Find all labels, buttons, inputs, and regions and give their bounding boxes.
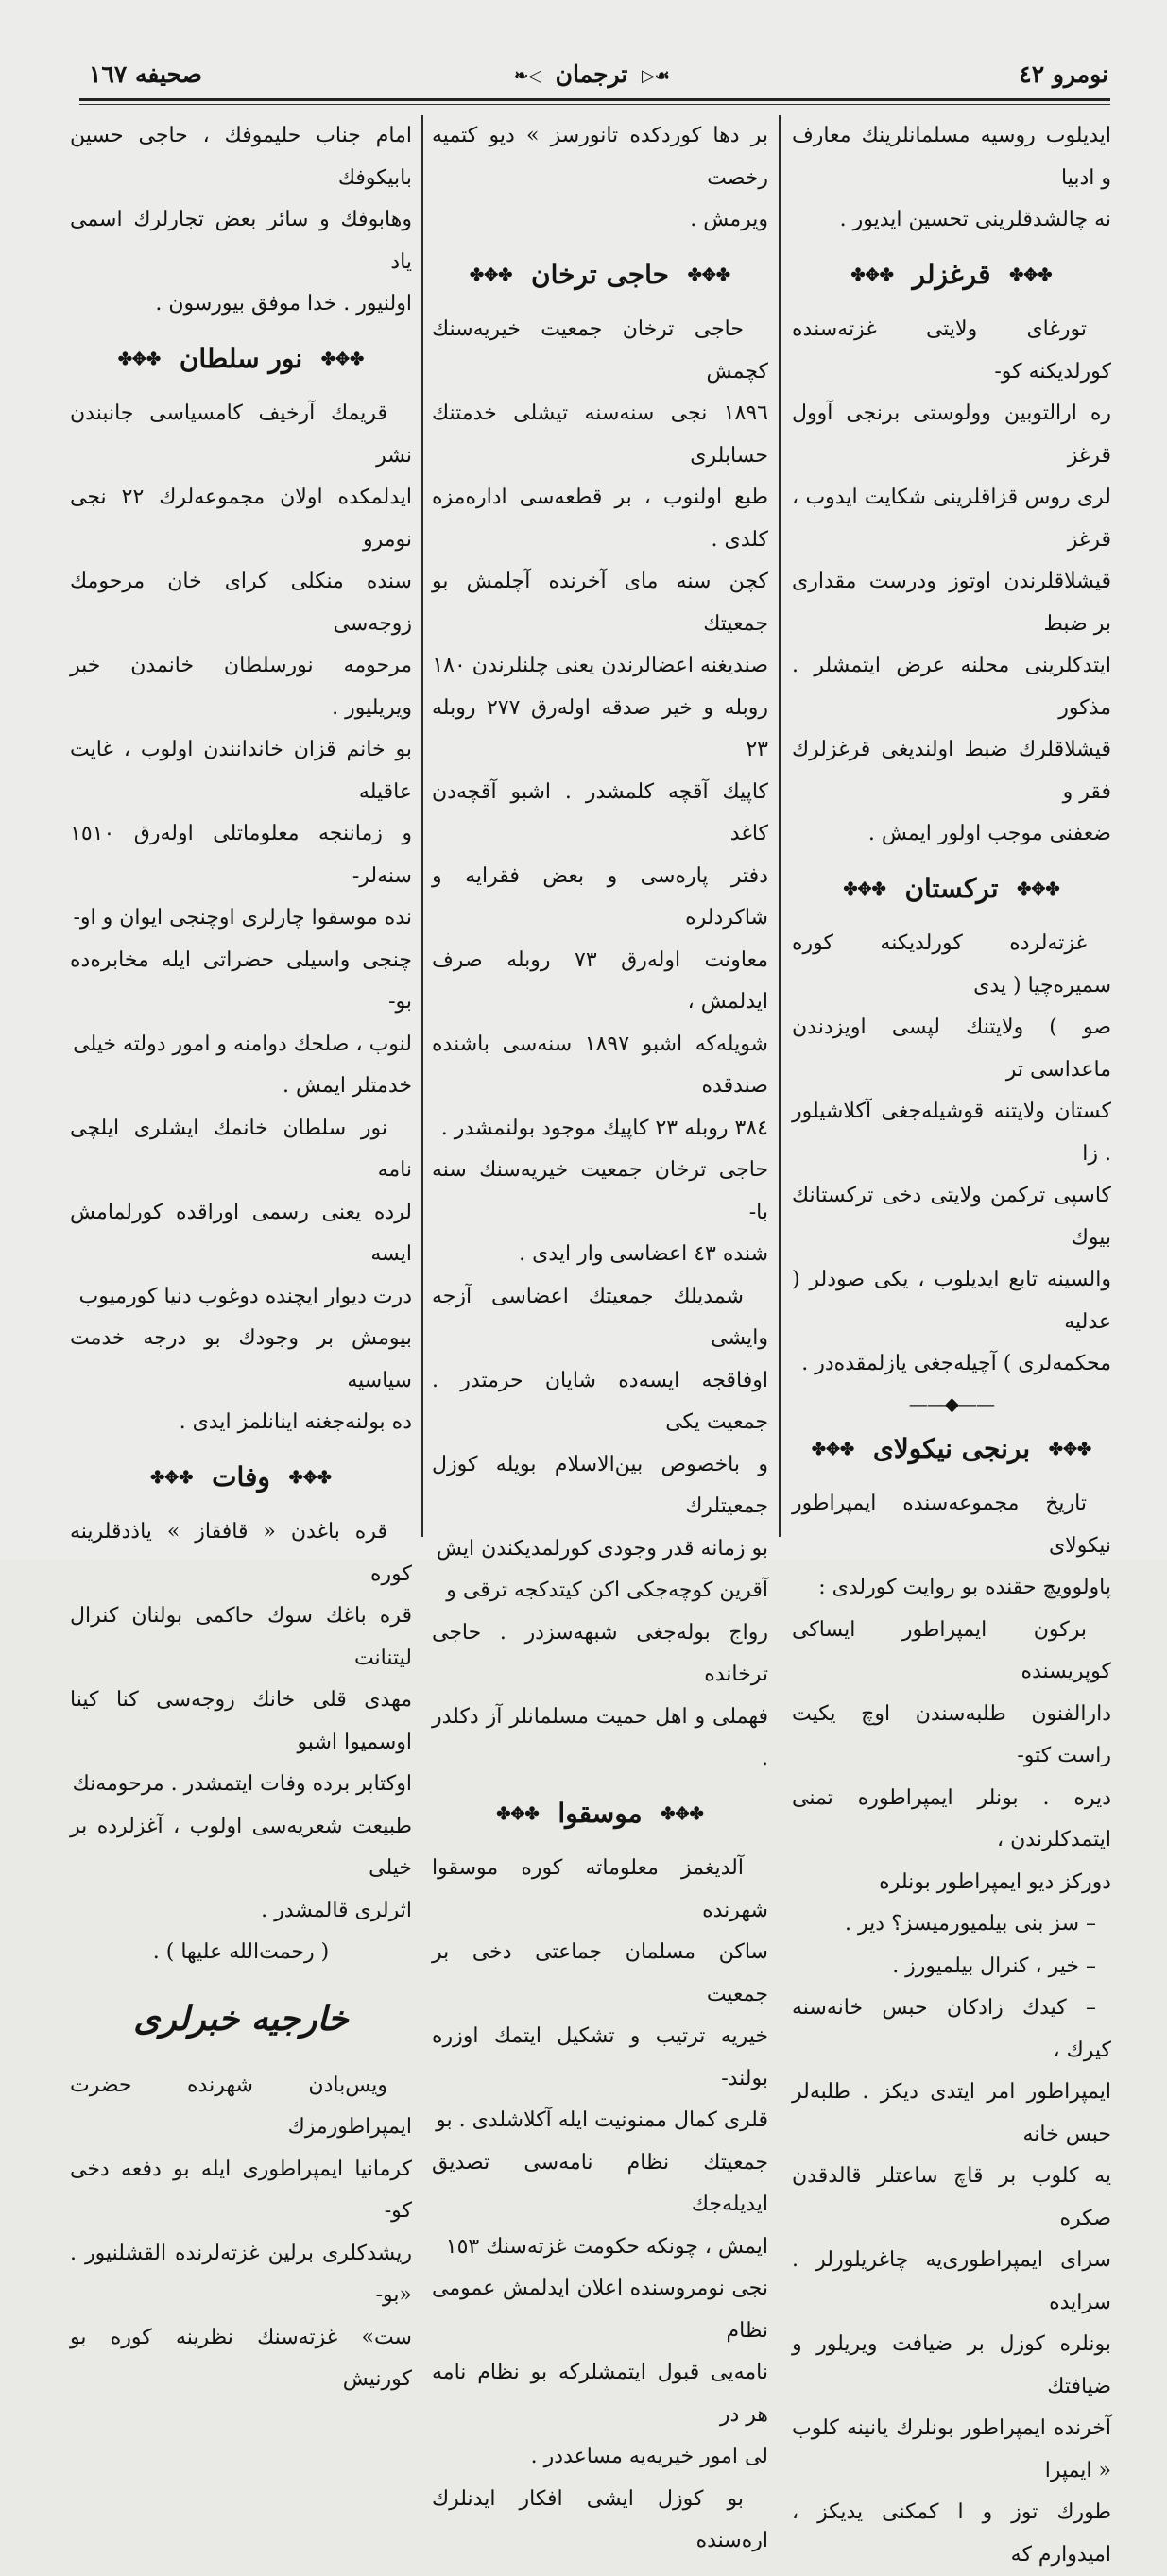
text-line: ره ارالتوبين وولوستى برنجى آوول قرغز [792,401,1111,468]
text-line: اولنيور . خدا موفق بيورسون . [155,292,412,316]
text-line: بركون ايمپراطور ايساكى كوپريسنده [792,1617,1111,1683]
section-title: تركستان [904,872,999,904]
section-title: نور سلطان [179,342,303,374]
section-heading [792,865,1111,914]
ornament-icon: ✤✥✤ [661,1804,704,1824]
ornament-icon: ✤✥✤ [470,265,513,285]
text-line: سراى ايمپراطورى‌يه چاغريلورلر . سرايده [792,2248,1111,2314]
text-line: ايتدكلرينى محلنه عرض ايتمشلر . مذكور [792,654,1111,720]
closing-prayer: ( رحمت‌الله عليها ) . [152,1940,330,1964]
text-line: كستان ولايتنه قوشيله‌جغى آكلاشيلور . زا [792,1100,1111,1166]
text-line: والسينه تابع ايديلوب ، يكى صودلر ( عدليه [792,1268,1111,1334]
text-line: كاسپى تركمن ولايتى دخى تركستانك بيوك [792,1184,1111,1250]
text-line: محكمه‌لرى ) آچيله‌جغى يازلمقده‌در . [801,1352,1111,1375]
section-title: موسقوا [558,1797,643,1829]
ornament-icon: ✤✥✤ [850,265,894,285]
text-line: نور سلطان خانمك ايشلرى ايلچى نامه [70,1116,412,1182]
section-heading-calligraphy: خارجيه خبرلرى [133,1998,349,2039]
text-line: صندیغنه اعضالرندن يعنى چلنلرندن ١٨٠ [432,654,768,677]
text-line: درت ديوار ايچنده دوغوب دنيا كورميوب [78,1284,412,1308]
ornament-icon: ✤✥✤ [150,1468,194,1488]
text-line: ١٨٩٦ نجى سنه‌سنه تيشلى خدمتنك حسابلرى [432,401,768,468]
text-line: مرحومه نورسلطان خانمدن خبر ويريليور . [70,654,412,720]
text-line: فهملى و اهل حميت مسلمانلر آز دكلدر . [432,1704,768,1770]
text-line: طورك توز و ا كمكنى يديكز ، اميدوارم كه [792,2500,1111,2567]
text-line: ايديلوب روسيه مسلمانلرينك معارف و ادبيا [792,124,1111,190]
text-line: خدمتلر ايمش . [283,1074,412,1098]
text-line: كرمانيا ايمپراطورى ايله بو دفعه دخى كو- [70,2157,412,2223]
text-line: آخرنده ايمپراطور بونلرك يانينه كلوب « ايمپرا [792,2416,1111,2482]
text-line: ريشدكلرى برلين غزته‌لرنده القشلنيور . «بو- [70,2241,412,2307]
text-line: سنده منكلى كراى خان مرحومك زوجه‌سى [70,570,412,636]
section-heading [792,1425,1111,1475]
text-line: قريمك آرخيف كامسياسى جانبندن نشر [70,401,412,468]
header-rule [79,98,1110,101]
text-line: قيشلاقلرك ضبط اولنديغى قرغزلرك فقر و [792,738,1111,804]
ornament-icon: ✤✥✤ [288,1468,332,1488]
text-line: خيريه ترتيب و تشكيل ايتمك اوزره بولند- [432,2024,768,2090]
text-line: و زماننجه معلوماتلى اوله‌رق ١٥١٠ سنه‌لر- [70,822,412,888]
dialog-line: – خير ، كنرال بيلميورز . [892,1953,1096,1978]
text-line: ديره . بونلر ايمپراطوره تمنى ايتمدكلرندن ، [792,1785,1111,1851]
section-divider: ——◆—— [908,1391,995,1415]
text-line: لرى روس قزاقلرينى شكايت ايدوب ، قرغز [792,486,1111,552]
text-line: دوركز ديو ايمپراطور بونلره [879,1869,1111,1894]
ornament-icon: ✤✥✤ [1017,879,1060,899]
header-rule-thin [79,104,1110,105]
text-line: ايمپراطور امر ايتدى ديكز . طلبه‌لر حبس خانه [792,2080,1111,2146]
text-line: ويرمش . [690,208,768,231]
text-line: جمعيتك نظام نامه‌سى تصديق ايديله‌جك [432,2150,768,2216]
text-line: نه چالشدقلرينى تحسين ايديور . [839,208,1111,231]
text-line: بو كوزل ايشى افكار ايدنلرك اره‌سنده [432,2486,768,2552]
text-line: ايمش ، چونكه حكومت غزته‌سنك ١٥٣ [445,2234,768,2259]
text-line: شمديلك جمعيتك اعضاسى آزجه وايشى [432,1284,768,1350]
text-line: ضعفنى موجب اولور ايمش . [867,822,1111,845]
text-line: اثرلرى قالمشدر . [261,1898,412,1922]
text-line: تورغاى ولايتى غزته‌سنده كورلديكنه كو- [792,317,1111,384]
text-line: غزته‌لرده كورلديكنه كوره سميره‌چيا ( يدى [792,931,1111,998]
dialog-line: – كيدك زادكان حبس خانه‌سنه كيرك ، [792,1996,1111,2062]
page-number: صحيفه ١٦٧ [89,60,202,88]
masthead-title [508,60,676,88]
text-line: بر دها كوردكده تانورسز » ديو كتميه رخصت [432,124,768,190]
ornament-icon: ✤✥✤ [843,879,886,899]
text-line: لى امور خيريه‌يه مساعددر . [530,2445,768,2468]
text-line: ساكن مسلمان جماعتى دخى بر جمعيت [432,1940,768,2006]
text-line: پاولوويچ حقنده بو روايت كورلدى : [818,1576,1111,1599]
text-line: كچن سنه ماى آخرنده آچلمش بو جمعيتك [432,570,768,636]
section-heading [792,251,1111,300]
text-line: قره باغك سوك حاكمى بولنان كنرال ليتنانت [70,1604,412,1670]
section-title: برنجى نيكولاى [872,1432,1031,1464]
text-line: تاريخ مجموعه‌سنده ايمپراطور نيكولاى [792,1492,1111,1558]
text-line: كاپيك آقچه كلمشدر . اشبو آقچه‌دن كاغد [432,779,768,845]
text-line: شويله‌كه اشبو ١٨٩٧ سنه‌سى باشنده صندقده [432,1032,768,1098]
ornament-icon: ◁❧ [514,66,541,86]
text-line: يه كلوب بر قاچ ساعتلر قالدقدن صكره [792,2164,1111,2230]
text-line: شنده ٤٣ اعضاسى وار ايدى . [519,1242,768,1266]
text-line: وهابوفك و سائر بعض تجارلرك اسمى ياد [70,208,412,274]
ornament-icon: ✤✥✤ [496,1804,540,1824]
text-line: ايدلمكده اولان مجموعه‌لرك ٢٢ نجى نومرو [70,486,412,552]
page-header [76,57,1108,98]
text-line: بيومش بر وجودك بو درجه خدمت سياسيه [70,1326,412,1392]
text-line: آلديغمز معلوماته كوره موسقوا شهرنده [432,1856,768,1922]
column-divider [421,115,423,1537]
text-line: صو ) ولايتنك لپسى اويزدندن ماعداسى تر [792,1015,1111,1082]
text-line: چنجى واسيلى حضراتى ايله مخابره‌ده بو- [70,947,412,1014]
text-line: قره باغدن « قافقاز » ياذدقلرينه كوره [70,1520,412,1586]
issue-number: نومرو ٤٢ [1019,60,1108,88]
text-line: دارالفنون طلبه‌سندن اوچ يكيت راست كتو- [792,1701,1111,1767]
text-line: لنوب ، صلحك دوامنه و امور دولته خيلى [73,1032,412,1056]
ornament-icon: ☙▷ [642,66,670,86]
ornament-icon: ✤✥✤ [1009,265,1053,285]
text-line: ٣٨٤ روبله ٢٣ كاپيك موجود بولنمشدر . [440,1116,768,1140]
text-line: رواج بوله‌جغى شبهه‌سزدر . حاجى ترخانده [432,1620,768,1686]
section-title: قرغزلر [912,258,991,290]
ornament-icon: ✤✥✤ [687,265,730,285]
text-line: ده بولنه‌جغنه اينانلمز ايدى . [179,1410,412,1434]
text-line: ست» غزته‌سنك نظرينه كوره بو كورنيش [70,2325,412,2391]
column-middle [432,115,768,2552]
text-line: و باخصوص بين‌الاسلام بويله كوزل جمعيتلرك [432,1452,768,1518]
section-heading [432,1790,768,1839]
ornament-icon: ✤✥✤ [1048,1440,1092,1459]
ornament-icon: ✤✥✤ [811,1440,855,1459]
column-left [70,115,412,2391]
section-title: وفات [212,1460,270,1493]
text-line: طبع اولنوب ، بر قطعه‌سى اداره‌مزه كلدى . [432,486,768,552]
ornament-icon: ✤✥✤ [117,350,162,369]
text-line: ويس‌بادن شهرنده حضرت ايمپراطورمزك [70,2073,412,2139]
text-line: اوفاقجه ايسه‌ده شايان حرمتدر . جمعيت يكى [432,1368,768,1434]
text-line: طبيعت شعريه‌سى اولوب ، آغزلرده بر خيلى [70,1814,412,1880]
text-line: لرده يعنى رسمى اوراقده كورلمامش ايسه [70,1200,412,1266]
dialog-line: – سز بنى بيلميورميسز؟ دير . [845,1912,1096,1936]
text-line: حاجى ترخان جمعيت خيريه‌سنك كچمش [432,317,768,384]
text-line: بو زمانه قدر وجودى كورلمديكندن ايش [436,1536,768,1561]
section-heading [432,251,768,300]
text-line: نجى نومروسنده اعلان ايدلمش عمومى نظام [432,2277,768,2343]
section-heading [70,335,412,384]
masthead-title-text: ترجمان [555,60,628,88]
ornament-icon: ✤✥✤ [320,350,365,369]
text-line: قلرى كمال ممنونيت ايله آكلاشلدى . بو [436,2108,768,2132]
text-line: معاونت اوله‌رق ٧٣ روبله صرف ايدلمش ، [432,947,768,1014]
text-line: بو خانم قزان خاندانندن اولوب ، غايت عاقيله [70,738,412,804]
text-line: اوكتابر برده وفات ايتمشدر . مرحومه‌نك [72,1772,412,1796]
text-line: نامه‌يى قبول ايتمشلركه بو نظام نامه هر در [432,2361,768,2427]
text-line: دفتر پاره‌سى و بعض فقرايه و شاكردلره [432,863,768,930]
text-line: نده موسقوا چارلرى اوچنجى ايوان و او- [73,906,412,930]
section-heading [70,1454,412,1503]
column-divider [779,115,781,1537]
column-right [792,115,1111,2567]
text-line: آقرين كوچه‌جكى اكن كيتدكجه ترقى و [446,1578,768,1602]
text-line: بونلره كوزل بر ضيافت ويريلور و ضيافتك [792,2332,1111,2398]
text-line: حاجى ترخان جمعيت خيريه‌سنك سنه با- [432,1158,768,1224]
text-line: قيشلاقلرندن اوتوز ودرست مقدارى بر ضبط [792,570,1111,636]
text-line: مهدى قلى خانك زوجه‌سى كنا كينا اوسميوا اشبو [70,1688,412,1754]
text-line: روبله و خير صدقه اوله‌رق ٢٧٧ روبله ٢٣ [432,695,768,761]
text-line: امام جناب حليموفك ، حاجى حسين بابيكوفك [70,124,412,190]
section-title: حاجى ترخان [531,258,669,290]
